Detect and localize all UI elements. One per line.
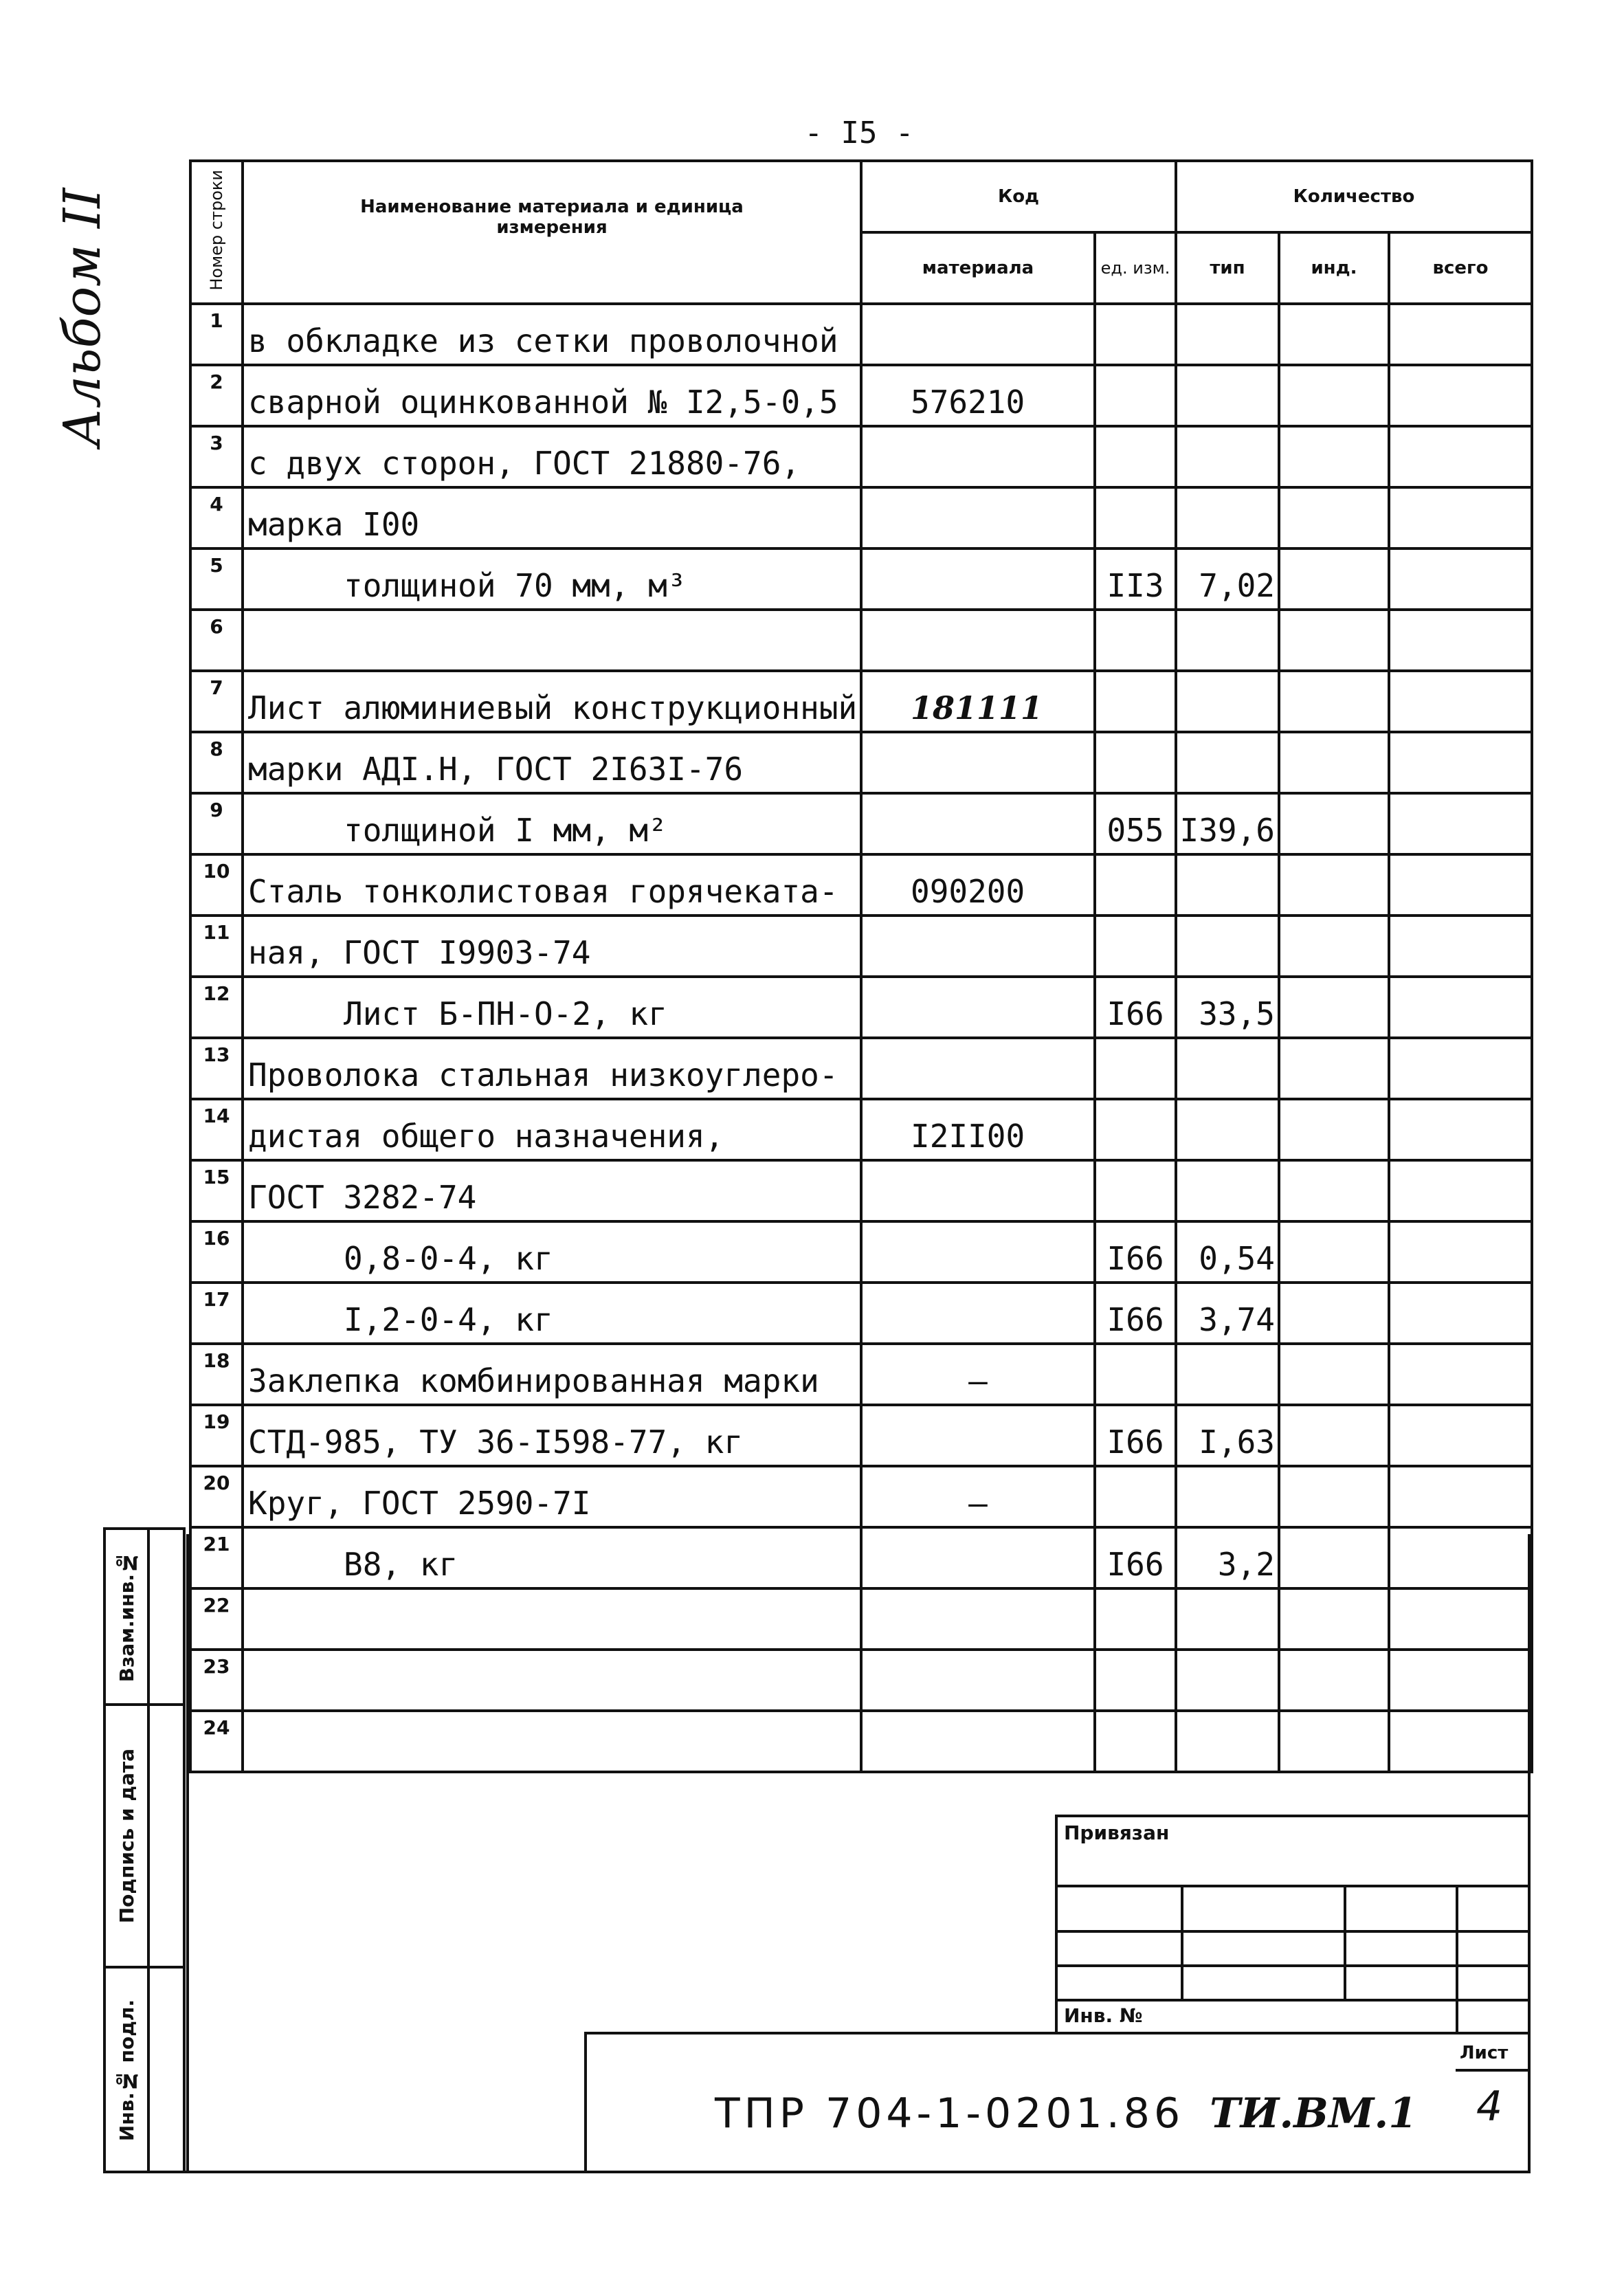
quantity-total [1389, 1038, 1532, 1099]
table-row [190, 1588, 1532, 1650]
quantity-type [1176, 365, 1279, 426]
margin-inv-podl: Инв.№ подл. [115, 1999, 138, 2142]
page-number: - I5 - [804, 115, 914, 151]
quantity-ind [1279, 487, 1389, 548]
row-number: 12 [190, 977, 243, 1038]
margin-vzam-inv: Взам.инв.№ [115, 1551, 138, 1683]
header-row-number: Номер строки [190, 161, 243, 304]
quantity-total [1389, 1344, 1532, 1405]
quantity-ind [1279, 732, 1389, 793]
material-name: Проволока стальная низкоуглеро- [243, 1038, 861, 1099]
table-row [190, 916, 1532, 977]
album-handwritten-note: Альбом II [53, 188, 112, 447]
table-row [190, 732, 1532, 793]
quantity-ind [1279, 426, 1389, 487]
material-name [243, 1711, 861, 1772]
table-row [190, 1466, 1532, 1527]
quantity-type [1176, 1466, 1279, 1527]
unit-code: I66 [1095, 977, 1176, 1038]
quantity-total [1389, 610, 1532, 671]
unit-code [1095, 671, 1176, 732]
quantity-type [1176, 916, 1279, 977]
header-material-name: Наименование материала и единица измерения [243, 161, 861, 304]
material-code [861, 1038, 1095, 1099]
table-row [190, 793, 1532, 854]
material-code [861, 1588, 1095, 1650]
quantity-total [1389, 365, 1532, 426]
row-number: 6 [190, 610, 243, 671]
material-name: марки АДI.Н, ГОСТ 2I63I-76 [243, 732, 861, 793]
quantity-total [1389, 1650, 1532, 1711]
row-number: 24 [190, 1711, 243, 1772]
material-code [861, 487, 1095, 548]
quantity-ind [1279, 365, 1389, 426]
row-number: 18 [190, 1344, 243, 1405]
quantity-type: 7,02 [1176, 548, 1279, 610]
table-row [190, 1221, 1532, 1283]
material-code [861, 1160, 1095, 1221]
row-number: 9 [190, 793, 243, 854]
row-number: 13 [190, 1038, 243, 1099]
quantity-total [1389, 426, 1532, 487]
unit-code [1095, 1099, 1176, 1160]
material-name: с двух сторон, ГОСТ 21880-76, [243, 426, 861, 487]
material-code [861, 1283, 1095, 1344]
quantity-type: 0,54 [1176, 1221, 1279, 1283]
quantity-type: I,63 [1176, 1405, 1279, 1466]
quantity-total [1389, 1588, 1532, 1650]
row-number: 3 [190, 426, 243, 487]
table-row [190, 977, 1532, 1038]
row-number: 15 [190, 1160, 243, 1221]
unit-code [1095, 487, 1176, 548]
unit-code [1095, 304, 1176, 365]
quantity-type [1176, 854, 1279, 916]
material-code [861, 426, 1095, 487]
unit-code: I66 [1095, 1221, 1176, 1283]
material-name: I,2-0-4, кг [243, 1283, 861, 1344]
unit-code: 055 [1095, 793, 1176, 854]
row-number: 14 [190, 1099, 243, 1160]
quantity-total [1389, 977, 1532, 1038]
header-code-material: материала [861, 232, 1095, 304]
material-name: В8, кг [243, 1527, 861, 1588]
quantity-ind [1279, 916, 1389, 977]
unit-code [1095, 365, 1176, 426]
quantity-type [1176, 671, 1279, 732]
table-row [190, 1650, 1532, 1711]
row-number: 7 [190, 671, 243, 732]
quantity-total [1389, 1283, 1532, 1344]
material-code [861, 1221, 1095, 1283]
quantity-type [1176, 1038, 1279, 1099]
stamp-inv-no: Инв. № [1064, 2004, 1143, 2027]
row-number: 16 [190, 1221, 243, 1283]
unit-code [1095, 1344, 1176, 1405]
row-number: 21 [190, 1527, 243, 1588]
quantity-ind [1279, 1283, 1389, 1344]
table-row [190, 671, 1532, 732]
quantity-ind [1279, 1038, 1389, 1099]
material-code [861, 916, 1095, 977]
quantity-ind [1279, 1527, 1389, 1588]
row-number: 10 [190, 854, 243, 916]
table-row [190, 1283, 1532, 1344]
header-code-unit: ед. изм. [1095, 232, 1176, 304]
quantity-type: I39,6 [1176, 793, 1279, 854]
header-code: Код [861, 161, 1176, 232]
margin-podpis-data: Подпись и дата [115, 1748, 138, 1924]
quantity-ind [1279, 1221, 1389, 1283]
unit-code [1095, 1038, 1176, 1099]
unit-code [1095, 1588, 1176, 1650]
material-code [861, 977, 1095, 1038]
quantity-ind [1279, 977, 1389, 1038]
quantity-total [1389, 916, 1532, 977]
quantity-ind [1279, 1711, 1389, 1772]
unit-code [1095, 426, 1176, 487]
material-name: марка I00 [243, 487, 861, 548]
quantity-type [1176, 732, 1279, 793]
quantity-total [1389, 1711, 1532, 1772]
quantity-total [1389, 548, 1532, 610]
quantity-total [1389, 304, 1532, 365]
material-name: ГОСТ 3282-74 [243, 1160, 861, 1221]
quantity-total [1389, 1466, 1532, 1527]
quantity-type [1176, 1588, 1279, 1650]
table-row [190, 1099, 1532, 1160]
table-row [190, 1711, 1532, 1772]
material-code: 181111 [861, 671, 1095, 732]
material-code [861, 732, 1095, 793]
material-name: дистая общего назначения, [243, 1099, 861, 1160]
table-row [190, 1038, 1532, 1099]
table-row [190, 1344, 1532, 1405]
quantity-type: 3,2 [1176, 1527, 1279, 1588]
quantity-type [1176, 610, 1279, 671]
unit-code: II3 [1095, 548, 1176, 610]
stamp-document-suffix: ТИ.ВМ.1 [1210, 2089, 1417, 2138]
material-name: сварной оцинкованной № I2,5-0,5 [243, 365, 861, 426]
material-code [861, 304, 1095, 365]
unit-code [1095, 1711, 1176, 1772]
unit-code: I66 [1095, 1283, 1176, 1344]
quantity-total [1389, 793, 1532, 854]
table-row [190, 365, 1532, 426]
quantity-ind [1279, 1466, 1389, 1527]
material-name [243, 1588, 861, 1650]
material-code [861, 1711, 1095, 1772]
quantity-ind [1279, 793, 1389, 854]
quantity-type [1176, 1099, 1279, 1160]
row-number: 17 [190, 1283, 243, 1344]
quantity-total [1389, 854, 1532, 916]
material-code [861, 548, 1095, 610]
material-name: 0,8-0-4, кг [243, 1221, 861, 1283]
material-name: Лист алюминиевый конструкционный [243, 671, 861, 732]
header-quantity: Количество [1176, 161, 1532, 232]
quantity-ind [1279, 1405, 1389, 1466]
quantity-ind [1279, 610, 1389, 671]
quantity-type [1176, 1711, 1279, 1772]
stamp-sheet-number: 4 [1476, 2083, 1503, 2131]
quantity-type [1176, 1344, 1279, 1405]
material-code: I2II00 [861, 1099, 1095, 1160]
header-qty-ind: инд. [1279, 232, 1389, 304]
row-number: 8 [190, 732, 243, 793]
table-row [190, 610, 1532, 671]
table-row [190, 1405, 1532, 1466]
table-row [190, 426, 1532, 487]
stamp-privyazan: Привязан [1064, 1821, 1170, 1844]
material-code [861, 793, 1095, 854]
quantity-total [1389, 1160, 1532, 1221]
quantity-total [1389, 1221, 1532, 1283]
quantity-ind [1279, 1650, 1389, 1711]
material-name: Круг, ГОСТ 2590-7I [243, 1466, 861, 1527]
table-row [190, 304, 1532, 365]
quantity-ind [1279, 671, 1389, 732]
table-row [190, 487, 1532, 548]
quantity-total [1389, 1099, 1532, 1160]
material-name: в обкладке из сетки проволочной [243, 304, 861, 365]
quantity-ind [1279, 304, 1389, 365]
quantity-ind [1279, 548, 1389, 610]
unit-code: I66 [1095, 1527, 1176, 1588]
stamp-sheet-label: Лист [1460, 2043, 1509, 2063]
material-name: ная, ГОСТ I9903-74 [243, 916, 861, 977]
quantity-type: 33,5 [1176, 977, 1279, 1038]
unit-code [1095, 1160, 1176, 1221]
row-number: 5 [190, 548, 243, 610]
row-number: 4 [190, 487, 243, 548]
material-name: толщиной 70 мм, м³ [243, 548, 861, 610]
stamp-document-code: ТПР 704-1-0201.86 [715, 2089, 1185, 2138]
material-code: 576210 [861, 365, 1095, 426]
unit-code [1095, 732, 1176, 793]
quantity-total [1389, 1405, 1532, 1466]
quantity-ind [1279, 1588, 1389, 1650]
material-name: Лист Б-ПН-О-2, кг [243, 977, 861, 1038]
quantity-type [1176, 1650, 1279, 1711]
quantity-total [1389, 487, 1532, 548]
material-code: 090200 [861, 854, 1095, 916]
row-number: 22 [190, 1588, 243, 1650]
table-row [190, 1160, 1532, 1221]
quantity-type: 3,74 [1176, 1283, 1279, 1344]
table-row [190, 1527, 1532, 1588]
header-qty-total: всего [1389, 232, 1532, 304]
materials-table [189, 159, 1533, 1773]
material-name: толщиной I мм, м² [243, 793, 861, 854]
unit-code [1095, 610, 1176, 671]
row-number: 20 [190, 1466, 243, 1527]
material-code [861, 1650, 1095, 1711]
material-code [861, 610, 1095, 671]
unit-code [1095, 854, 1176, 916]
row-number: 11 [190, 916, 243, 977]
quantity-ind [1279, 854, 1389, 916]
material-code: – [861, 1466, 1095, 1527]
quantity-ind [1279, 1344, 1389, 1405]
table-row [190, 548, 1532, 610]
material-name [243, 1650, 861, 1711]
quantity-ind [1279, 1099, 1389, 1160]
quantity-total [1389, 671, 1532, 732]
quantity-total [1389, 732, 1532, 793]
unit-code [1095, 916, 1176, 977]
material-name [243, 610, 861, 671]
row-number: 1 [190, 304, 243, 365]
row-number: 2 [190, 365, 243, 426]
quantity-type [1176, 426, 1279, 487]
quantity-ind [1279, 1160, 1389, 1221]
material-name: Заклепка комбинированная марки [243, 1344, 861, 1405]
material-code [861, 1527, 1095, 1588]
material-code [861, 1405, 1095, 1466]
row-number: 19 [190, 1405, 243, 1466]
header-qty-type: тип [1176, 232, 1279, 304]
unit-code [1095, 1650, 1176, 1711]
quantity-total [1389, 1527, 1532, 1588]
material-name: Сталь тонколистовая горячеката- [243, 854, 861, 916]
unit-code: I66 [1095, 1405, 1176, 1466]
row-number: 23 [190, 1650, 243, 1711]
quantity-type [1176, 487, 1279, 548]
table-row [190, 854, 1532, 916]
material-name: СТД-985, ТУ 36-I598-77, кг [243, 1405, 861, 1466]
quantity-type [1176, 1160, 1279, 1221]
unit-code [1095, 1466, 1176, 1527]
material-code: – [861, 1344, 1095, 1405]
quantity-type [1176, 304, 1279, 365]
